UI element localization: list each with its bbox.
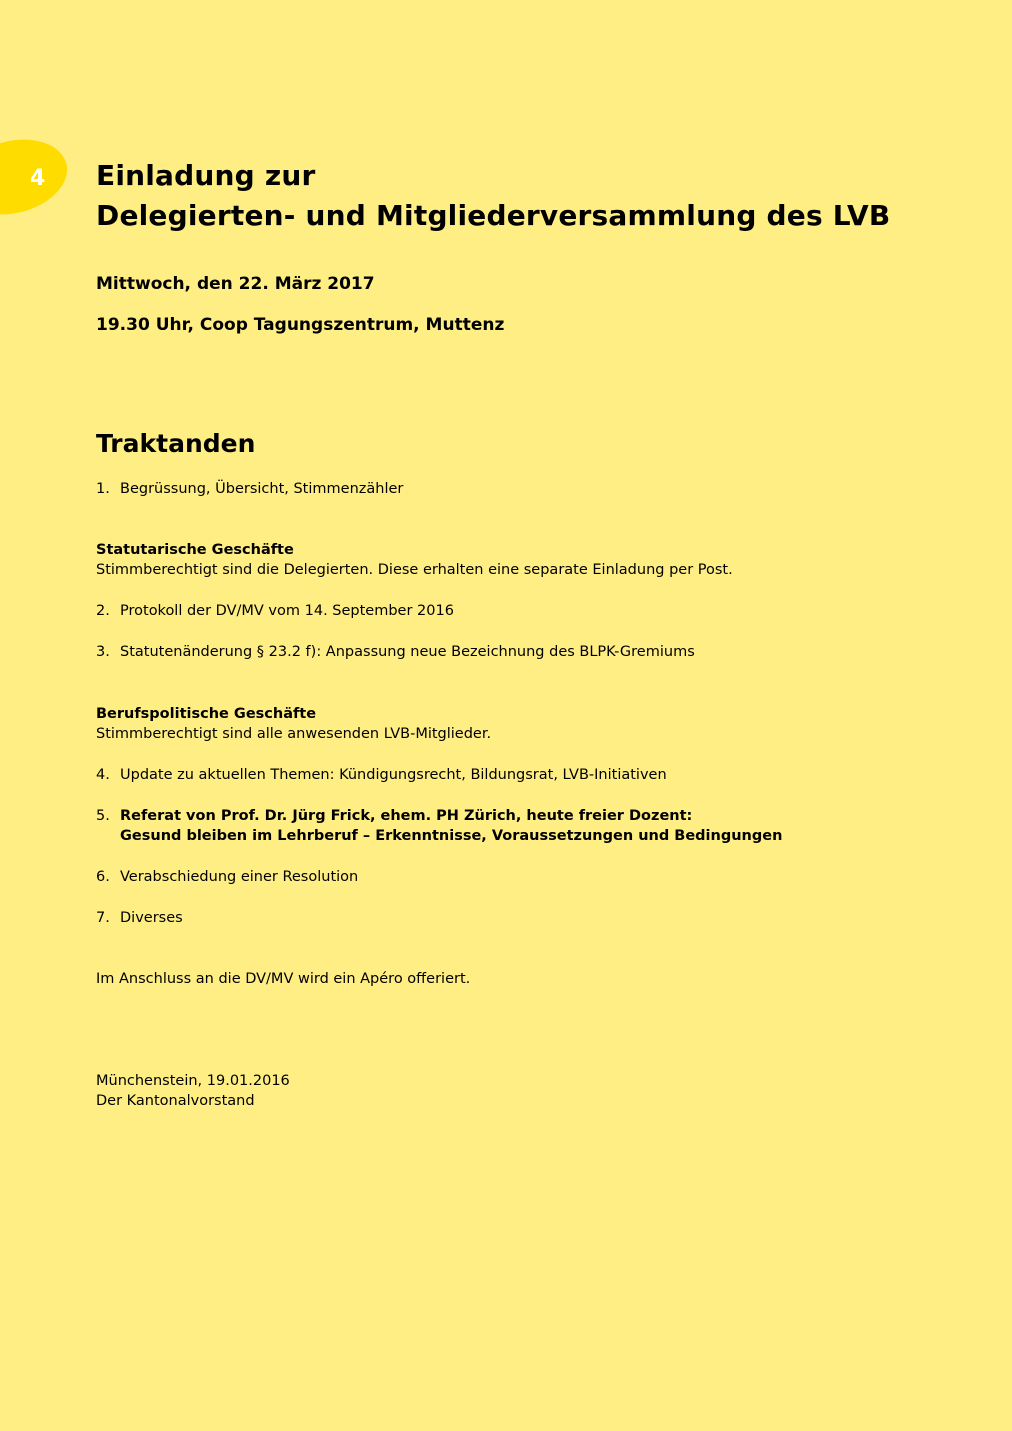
agenda-item-number: 2.: [96, 603, 110, 619]
agenda-item-number: 4.: [96, 767, 110, 783]
agenda-item-2: [96, 601, 454, 621]
signature-block: [96, 1071, 290, 1111]
agenda-item-3: [96, 642, 695, 662]
agenda-item-number: 7.: [96, 910, 110, 926]
agenda-item-4: [96, 765, 667, 785]
agenda-item-text: Diverses: [120, 910, 183, 926]
page-title: [96, 156, 890, 236]
title-line-1: Einladung zur: [96, 159, 316, 192]
agenda-item-text: Protokoll der DV/MV vom 14. September 2016: [120, 603, 454, 619]
agenda-item-number: 1.: [96, 481, 110, 497]
agenda-item-number: 3.: [96, 644, 110, 660]
agenda-item-text: [120, 806, 782, 846]
agenda-item-text: Begrüssung, Übersicht, Stimmenzähler: [120, 481, 404, 497]
section-title: Berufspolitische Geschäfte: [96, 706, 317, 722]
closing-note: Im Anschluss an die DV/MV wird ein Apéro offeriert.: [96, 971, 471, 987]
agenda-item-1: [96, 479, 403, 499]
section-title: Statutarische Geschäfte: [96, 542, 294, 558]
agenda-item-7: [96, 908, 183, 928]
event-date: Mittwoch, den 22. März 2017: [96, 274, 375, 294]
section-subtitle: Stimmberechtigt sind die Delegierten. Diese erhalten eine separate Einladung per Post.: [96, 562, 733, 578]
agenda-heading: Traktanden: [96, 429, 256, 458]
agenda-item-text-line-1: Referat von Prof. Dr. Jürg Frick, ehem. PH Zürich, heute freier Dozent:: [120, 808, 693, 824]
event-time-location: 19.30 Uhr, Coop Tagungszentrum, Muttenz: [96, 315, 505, 335]
agenda-item-number: 5.: [96, 808, 110, 824]
agenda-item-text: Update zu aktuellen Themen: Kündigungsrecht, Bildungsrat, LVB-Initiativen: [120, 767, 667, 783]
title-line-2: Delegierten- und Mitgliederversammlung des LVB: [96, 199, 891, 232]
agenda-item-number: 6.: [96, 869, 110, 885]
agenda-item-text: Statutenänderung § 23.2 f): Anpassung neue Bezeichnung des BLPK-Gremiums: [120, 644, 695, 660]
section-professional: [96, 704, 491, 744]
agenda-item-text: Verabschiedung einer Resolution: [120, 869, 359, 885]
signature-place-date: Münchenstein, 19.01.2016: [96, 1073, 290, 1089]
agenda-item-text-line-2: Gesund bleiben im Lehrberuf – Erkenntnisse, Voraussetzungen und Bedingungen: [120, 828, 783, 844]
agenda-item-6: [96, 867, 358, 887]
section-statutory: [96, 540, 733, 580]
section-subtitle: Stimmberechtigt sind alle anwesenden LVB-Mitglieder.: [96, 726, 492, 742]
page-number: 4: [30, 166, 46, 191]
signature-signer: Der Kantonalvorstand: [96, 1093, 255, 1109]
agenda-item-5: [96, 806, 782, 846]
